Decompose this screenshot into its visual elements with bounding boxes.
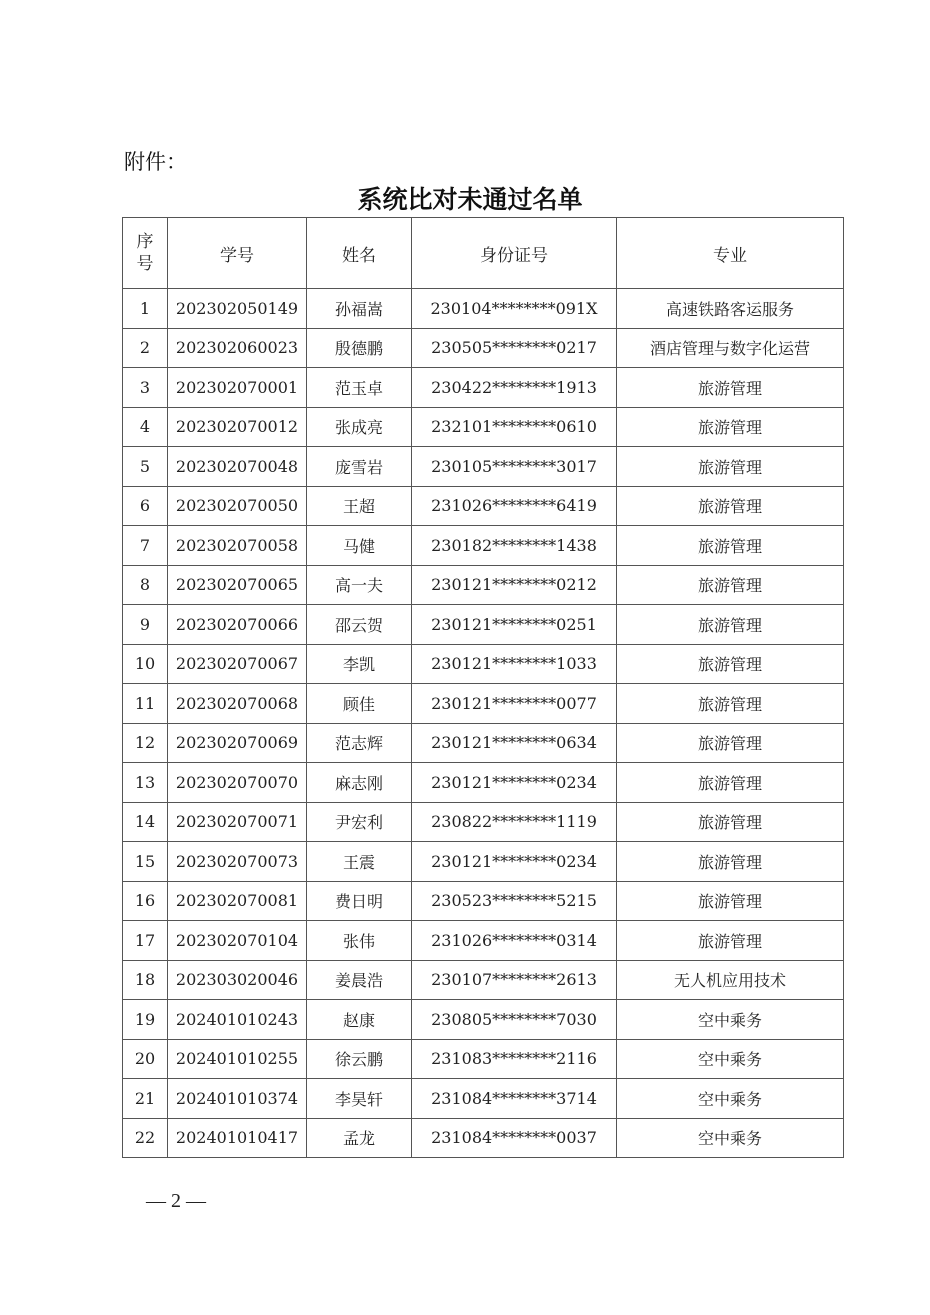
table-row [123, 486, 844, 526]
table-row [123, 407, 844, 447]
attachment-label: 附件： [124, 150, 187, 174]
cell-seq: 14 [123, 802, 168, 842]
cell-name: 孟龙 [307, 1118, 412, 1158]
cell-student-id: 202302070081 [168, 881, 307, 921]
cell-major: 旅游管理 [617, 565, 844, 605]
cell-student-id: 202302050149 [168, 289, 307, 329]
header-name: 姓名 [307, 218, 412, 289]
cell-student-id: 202302070066 [168, 605, 307, 645]
cell-id-card: 230104********091X [412, 289, 617, 329]
cell-seq: 12 [123, 723, 168, 763]
cell-seq: 20 [123, 1039, 168, 1079]
cell-seq: 2 [123, 328, 168, 368]
cell-student-id: 202302070001 [168, 368, 307, 408]
cell-student-id: 202302070048 [168, 447, 307, 487]
cell-seq: 6 [123, 486, 168, 526]
cell-seq: 8 [123, 565, 168, 605]
cell-name: 张伟 [307, 921, 412, 961]
cell-major: 空中乘务 [617, 1079, 844, 1119]
cell-name: 顾佳 [307, 684, 412, 724]
cell-name: 尹宏利 [307, 802, 412, 842]
cell-name: 范志辉 [307, 723, 412, 763]
document-title-text: 系统比对未通过名单 [357, 185, 583, 214]
table-row [123, 1039, 844, 1079]
cell-major: 无人机应用技术 [617, 960, 844, 1000]
document-title [0, 180, 930, 216]
table-row [123, 328, 844, 368]
cell-id-card: 230121********0634 [412, 723, 617, 763]
cell-major: 空中乘务 [617, 1039, 844, 1079]
table-row [123, 644, 844, 684]
cell-major: 旅游管理 [617, 881, 844, 921]
cell-id-card: 230505********0217 [412, 328, 617, 368]
cell-major: 旅游管理 [617, 407, 844, 447]
cell-major: 旅游管理 [617, 921, 844, 961]
cell-seq: 22 [123, 1118, 168, 1158]
cell-seq: 19 [123, 1000, 168, 1040]
table-row [123, 842, 844, 882]
table-body [123, 289, 844, 1158]
cell-student-id: 202401010417 [168, 1118, 307, 1158]
cell-id-card: 230805********7030 [412, 1000, 617, 1040]
cell-major: 旅游管理 [617, 368, 844, 408]
cell-student-id: 202303020046 [168, 960, 307, 1000]
cell-major: 空中乘务 [617, 1118, 844, 1158]
cell-seq: 5 [123, 447, 168, 487]
cell-id-card: 230105********3017 [412, 447, 617, 487]
table-row [123, 881, 844, 921]
cell-id-card: 231026********6419 [412, 486, 617, 526]
cell-major: 旅游管理 [617, 723, 844, 763]
header-id-card: 身份证号 [412, 218, 617, 289]
cell-name: 李凯 [307, 644, 412, 684]
cell-student-id: 202401010374 [168, 1079, 307, 1119]
cell-major: 高速铁路客运服务 [617, 289, 844, 329]
cell-major: 旅游管理 [617, 447, 844, 487]
cell-name: 高一夫 [307, 565, 412, 605]
cell-name: 李昊轩 [307, 1079, 412, 1119]
table-row [123, 960, 844, 1000]
cell-name: 范玉卓 [307, 368, 412, 408]
cell-name: 徐云鹏 [307, 1039, 412, 1079]
cell-major: 旅游管理 [617, 842, 844, 882]
cell-name: 张成亮 [307, 407, 412, 447]
table-row [123, 289, 844, 329]
page-number: — 2 — [146, 1190, 206, 1212]
table-row [123, 526, 844, 566]
cell-student-id: 202302070012 [168, 407, 307, 447]
cell-student-id: 202302070071 [168, 802, 307, 842]
cell-seq: 16 [123, 881, 168, 921]
table-row [123, 723, 844, 763]
header-seq [123, 218, 168, 289]
cell-seq: 15 [123, 842, 168, 882]
table-row [123, 802, 844, 842]
cell-seq: 7 [123, 526, 168, 566]
cell-seq: 13 [123, 763, 168, 803]
cell-id-card: 230523********5215 [412, 881, 617, 921]
cell-major: 旅游管理 [617, 486, 844, 526]
cell-id-card: 231084********0037 [412, 1118, 617, 1158]
table-row [123, 447, 844, 487]
cell-student-id: 202302070069 [168, 723, 307, 763]
cell-student-id: 202302070050 [168, 486, 307, 526]
cell-major: 旅游管理 [617, 605, 844, 645]
cell-student-id: 202302060023 [168, 328, 307, 368]
header-seq-line2: 号 [136, 254, 154, 274]
cell-name: 麻志刚 [307, 763, 412, 803]
cell-student-id: 202302070070 [168, 763, 307, 803]
cell-name: 马健 [307, 526, 412, 566]
cell-major: 旅游管理 [617, 763, 844, 803]
cell-name: 王超 [307, 486, 412, 526]
table-row [123, 921, 844, 961]
cell-id-card: 230822********1119 [412, 802, 617, 842]
cell-id-card: 230182********1438 [412, 526, 617, 566]
cell-seq: 3 [123, 368, 168, 408]
table-row [123, 1118, 844, 1158]
cell-id-card: 230121********0234 [412, 763, 617, 803]
cell-id-card: 231083********2116 [412, 1039, 617, 1079]
cell-seq: 18 [123, 960, 168, 1000]
cell-id-card: 230121********0077 [412, 684, 617, 724]
cell-name: 王震 [307, 842, 412, 882]
table-row [123, 605, 844, 645]
cell-major: 空中乘务 [617, 1000, 844, 1040]
cell-student-id: 202401010255 [168, 1039, 307, 1079]
cell-major: 旅游管理 [617, 644, 844, 684]
cell-major: 旅游管理 [617, 526, 844, 566]
cell-name: 姜晨浩 [307, 960, 412, 1000]
table-row [123, 565, 844, 605]
cell-major: 酒店管理与数字化运营 [617, 328, 844, 368]
cell-name: 庞雪岩 [307, 447, 412, 487]
cell-student-id: 202302070068 [168, 684, 307, 724]
cell-seq: 11 [123, 684, 168, 724]
cell-id-card: 232101********0610 [412, 407, 617, 447]
cell-seq: 17 [123, 921, 168, 961]
cell-student-id: 202302070067 [168, 644, 307, 684]
header-student-id: 学号 [168, 218, 307, 289]
table-row [123, 684, 844, 724]
cell-id-card: 230121********0212 [412, 565, 617, 605]
cell-seq: 10 [123, 644, 168, 684]
cell-student-id: 202302070104 [168, 921, 307, 961]
cell-seq: 1 [123, 289, 168, 329]
cell-student-id: 202302070065 [168, 565, 307, 605]
cell-name: 邵云贺 [307, 605, 412, 645]
cell-name: 赵康 [307, 1000, 412, 1040]
cell-name: 费日明 [307, 881, 412, 921]
header-major: 专业 [617, 218, 844, 289]
header-seq-line1: 序 [136, 232, 154, 252]
cell-id-card: 231026********0314 [412, 921, 617, 961]
table-row [123, 763, 844, 803]
cell-major: 旅游管理 [617, 684, 844, 724]
cell-name: 孙福嵩 [307, 289, 412, 329]
table-row [123, 1000, 844, 1040]
cell-student-id: 202302070073 [168, 842, 307, 882]
cell-name: 殷德鹏 [307, 328, 412, 368]
cell-seq: 4 [123, 407, 168, 447]
failed-comparison-table [122, 217, 844, 1158]
cell-id-card: 230121********0251 [412, 605, 617, 645]
cell-student-id: 202401010243 [168, 1000, 307, 1040]
cell-id-card: 231084********3714 [412, 1079, 617, 1119]
cell-id-card: 230121********0234 [412, 842, 617, 882]
cell-student-id: 202302070058 [168, 526, 307, 566]
cell-id-card: 230107********2613 [412, 960, 617, 1000]
cell-id-card: 230422********1913 [412, 368, 617, 408]
table-row [123, 1079, 844, 1119]
cell-seq: 9 [123, 605, 168, 645]
table-row [123, 368, 844, 408]
cell-seq: 21 [123, 1079, 168, 1119]
table-header-row [123, 218, 844, 289]
cell-id-card: 230121********1033 [412, 644, 617, 684]
cell-major: 旅游管理 [617, 802, 844, 842]
